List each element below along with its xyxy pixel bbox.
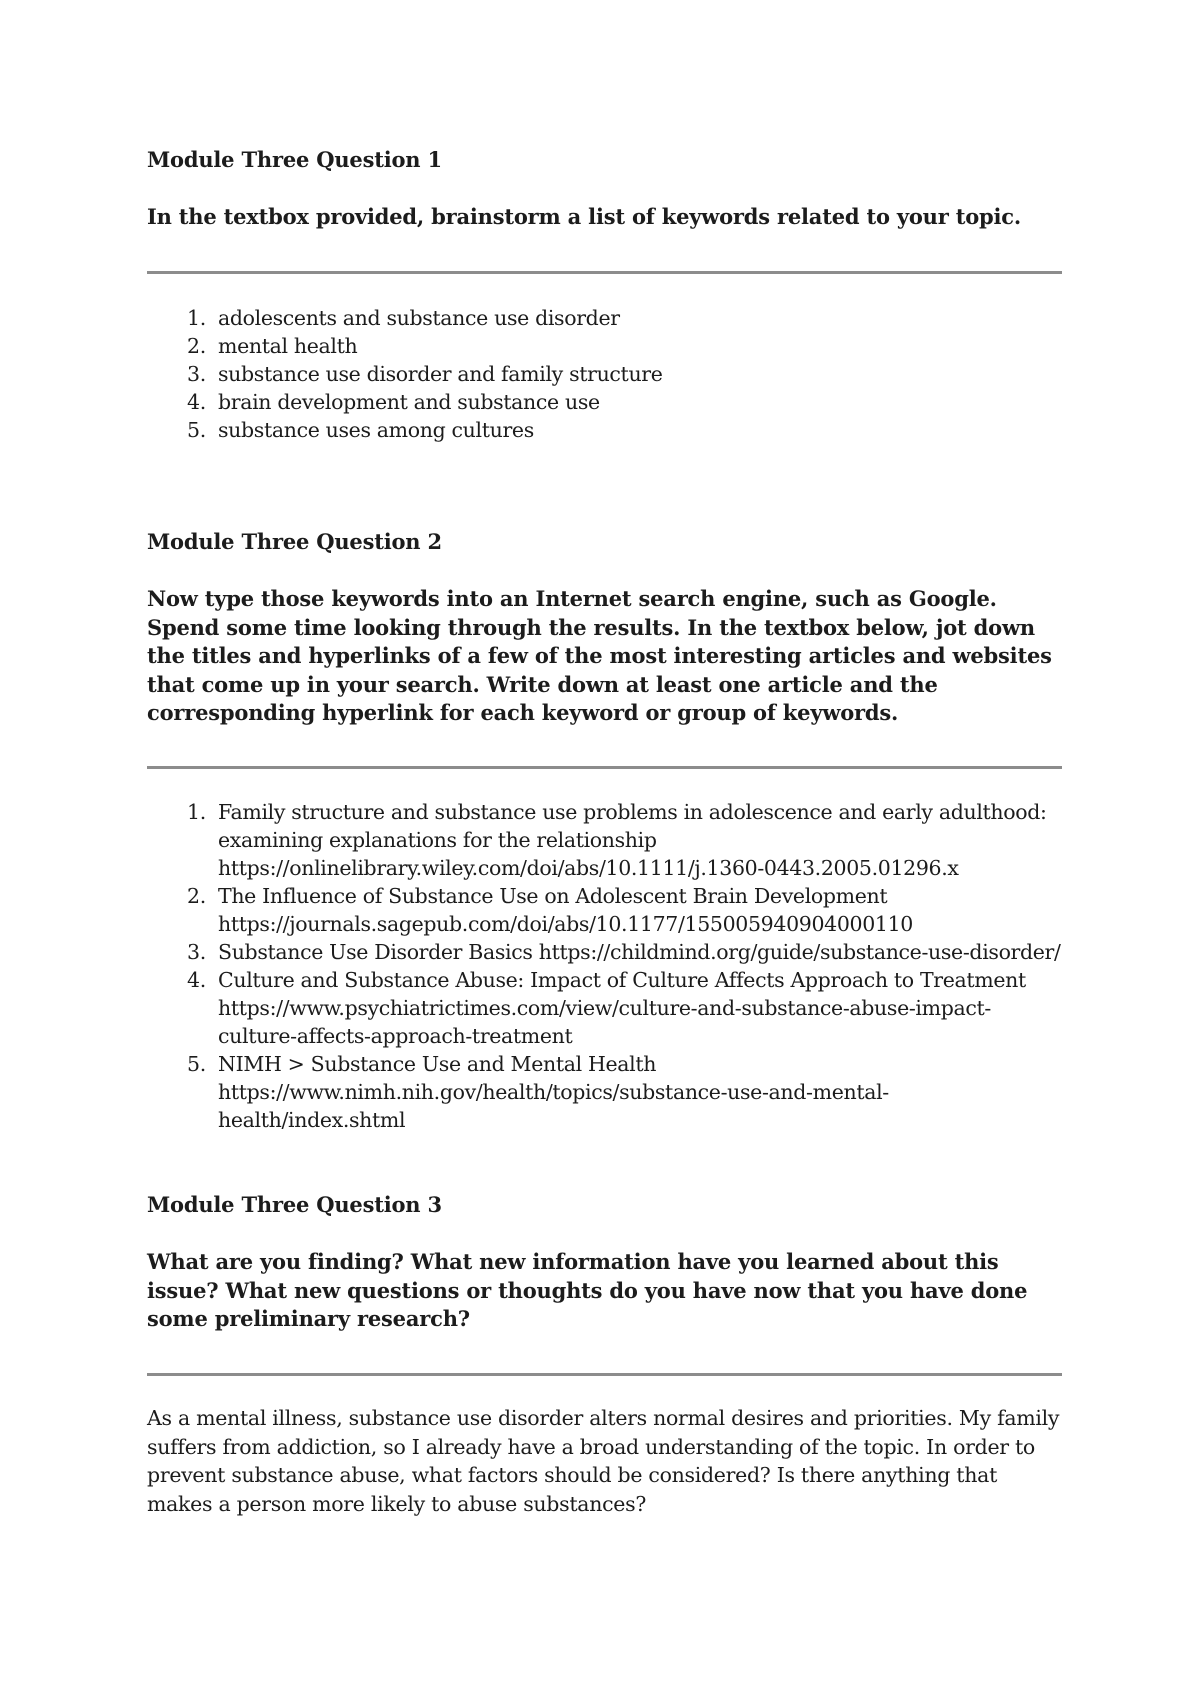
list-item: 5. NIMH > Substance Use and Mental Health https://www.nimh.nih.gov/health/topics/substance-use-and-mental-health/index.shtml [147, 1050, 1062, 1134]
list-item: 2. mental health [187, 334, 358, 358]
q2-answer-box [147, 798, 1062, 1134]
keyword-text: adolescents and substance use disorder [218, 306, 620, 330]
article-list [147, 798, 1062, 1134]
article-link[interactable]: https://www.nimh.nih.gov/health/topics/substance-use-and-mental-health/index.shtml [218, 1080, 889, 1132]
q2-prompt: Now type those keywords into an Internet search engine, such as Google. Spend some time looking through the results. In the textbox below, jot down the titles and hyperlinks of a few of the most interesting articles and websites that come up in your search. Write down at least one article and the corresponding hyperlink for each keyword or group of keywords. [147, 586, 1052, 725]
article-title: The Influence of Substance Use on Adolescent Brain Development [218, 884, 888, 908]
q1-answer-box [147, 304, 1062, 444]
q1-prompt: In the textbox provided, brainstorm a list of keywords related to your topic. [147, 204, 1021, 229]
article-title: Substance Use Disorder Basics [218, 940, 533, 964]
list-item: 1. adolescents and substance use disorder [187, 306, 620, 330]
q2-divider [147, 766, 1062, 769]
list-item: 3. substance use disorder and family structure [187, 362, 663, 386]
keyword-text: brain development and substance use [218, 390, 600, 414]
list-item: 4. Culture and Substance Abuse: Impact of Culture Affects Approach to Treatment https://www.psychiatrictimes.com/view/culture-and-substance-abuse-impact-culture-affects-approach-treatment [147, 966, 1062, 1050]
article-title: Family structure and substance use problems in adolescence and early adulthood: examining explanations for the relationship [218, 800, 1047, 852]
list-item: 3. Substance Use Disorder Basics https://childmind.org/guide/substance-use-disorder/ [187, 940, 1061, 964]
article-title: NIMH > Substance Use and Mental Health [218, 1052, 657, 1076]
keyword-text: substance uses among cultures [218, 418, 534, 442]
q3-block [147, 1191, 1062, 1334]
keyword-text: substance use disorder and family structure [218, 362, 663, 386]
q3-prompt: What are you finding? What new information have you learned about this issue? What new questions or thoughts do you have now that you have done some preliminary research? [147, 1249, 1028, 1331]
list-item: 2. The Influence of Substance Use on Adolescent Brain Development https://journals.sagepub.com/doi/abs/10.1177/155005940904000110 [147, 882, 1062, 938]
q1-divider [147, 271, 1062, 274]
article-link[interactable]: https://www.psychiatrictimes.com/view/culture-and-substance-abuse-impact-culture-affects-approach-treatment [218, 996, 991, 1048]
list-item: 1. Family structure and substance use problems in adolescence and early adulthood: examining explanations for the relationship https://onlinelibrary.wiley.com/doi/abs/10.1111/j.1360-0443.2005.01296.x [147, 798, 1062, 882]
q3-divider [147, 1373, 1062, 1376]
q2-title: Module Three Question 2 [147, 529, 442, 554]
keyword-text: mental health [218, 334, 358, 358]
q2-block [147, 528, 1062, 728]
q3-title: Module Three Question 3 [147, 1192, 442, 1217]
q1-block [147, 146, 1062, 232]
q3-answer: As a mental illness, substance use disorder alters normal desires and priorities. My family suffers from addiction, so I already have a broad understanding of the topic. In order to prevent substance abuse, what factors should be considered? Is there anything that makes a person more likely to abuse substances? [147, 1406, 1060, 1516]
article-link[interactable]: https://onlinelibrary.wiley.com/doi/abs/10.1111/j.1360-0443.2005.01296.x [218, 856, 959, 880]
list-item: 5. substance uses among cultures [187, 418, 534, 442]
list-item: 4. brain development and substance use [187, 390, 600, 414]
article-link[interactable]: https://childmind.org/guide/substance-use-disorder/ [538, 940, 1061, 964]
article-title: Culture and Substance Abuse: Impact of Culture Affects Approach to Treatment [218, 968, 1026, 992]
q3-answer-box [147, 1404, 1062, 1518]
article-link[interactable]: https://journals.sagepub.com/doi/abs/10.1177/155005940904000110 [218, 912, 913, 936]
keyword-list [147, 304, 1062, 444]
q1-title: Module Three Question 1 [147, 147, 442, 172]
